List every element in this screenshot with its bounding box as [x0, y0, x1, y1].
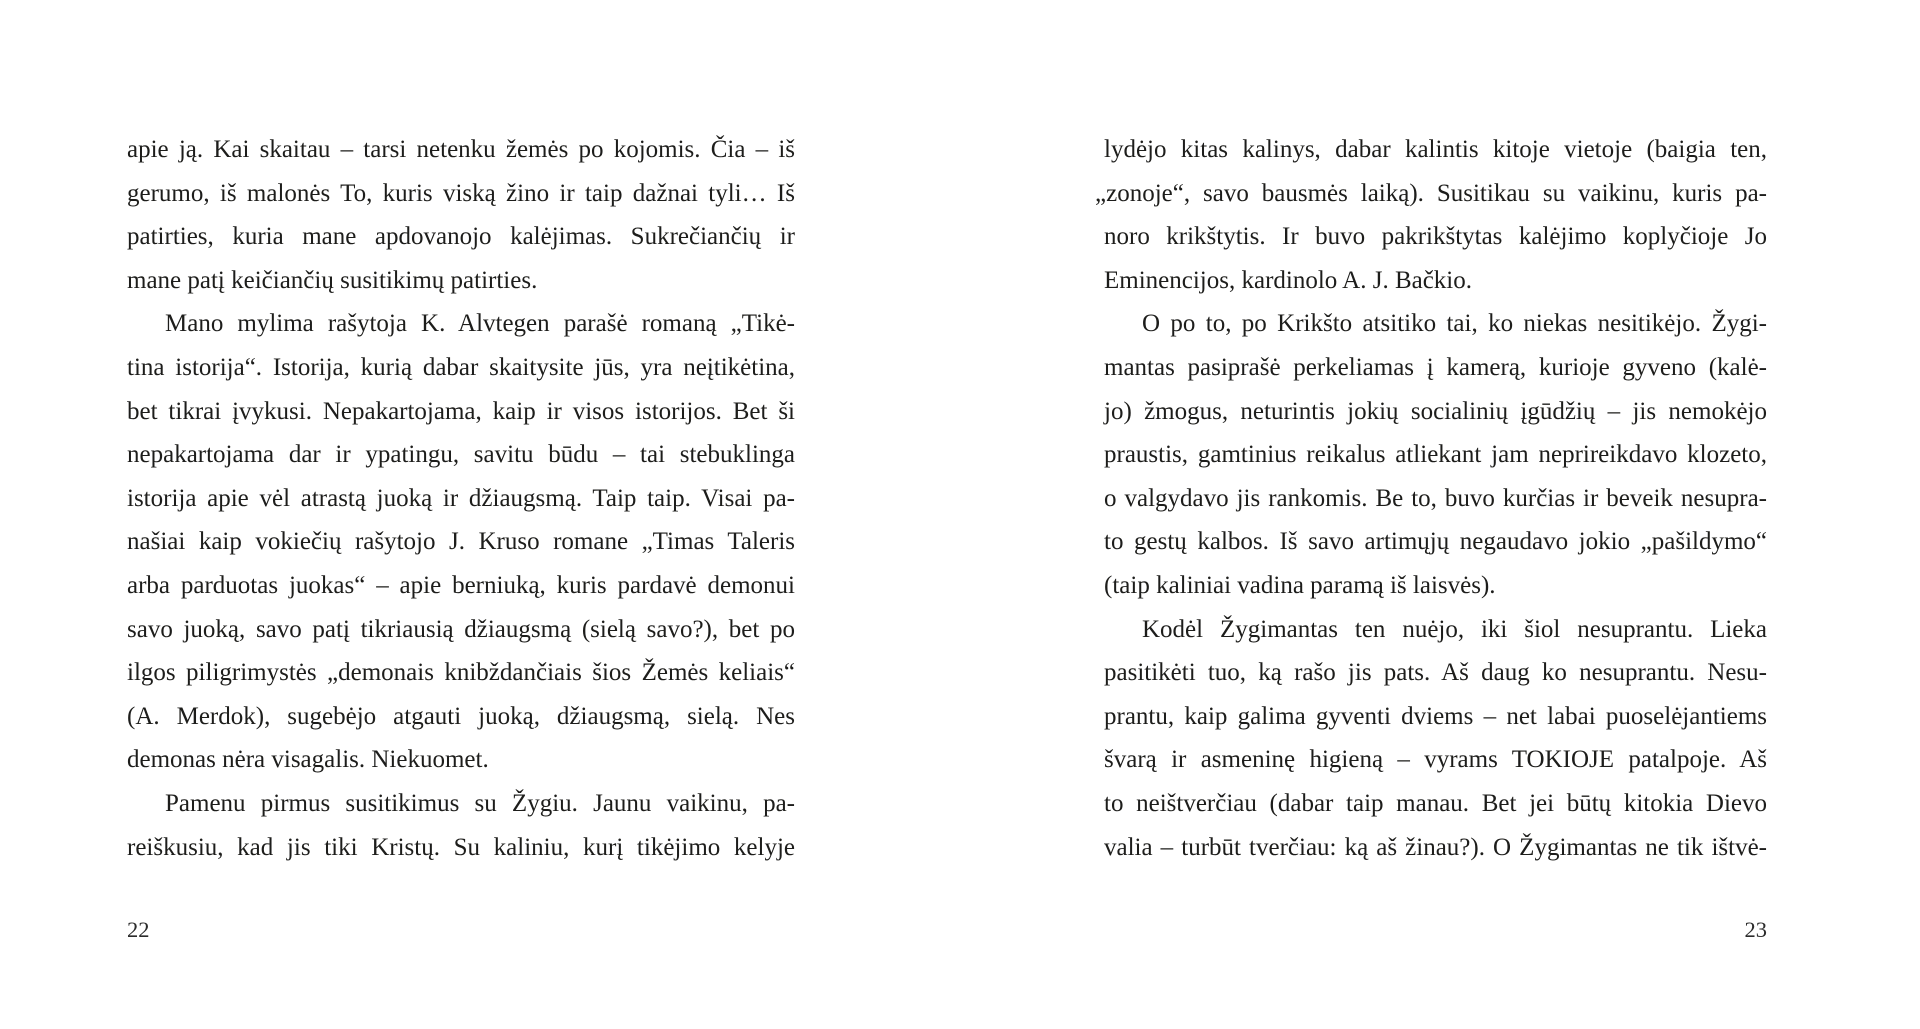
text-line: nepakartojama dar ir ypatingu, savitu būdu – tai stebuklinga	[127, 441, 795, 469]
text-line: (taip kaliniai vadina paramą iš laisvės).	[1104, 571, 1496, 599]
text-line: to gestų kalbos. Iš savo artimųjų negaudavo jokio „pašildymo“	[1104, 528, 1767, 556]
text-line: prantu, kaip galima gyventi dviems – net labai puoselėjantiems	[1104, 702, 1767, 730]
text-line: mantas pasiprašė perkeliamas į kamerą, kurioje gyveno (kalė-	[1104, 353, 1767, 381]
text-line: mane patį keičiančių susitikimų patirties.	[127, 266, 538, 294]
text-line: Pamenu pirmus susitikimus su Žygiu. Jaunu vaikinu, pa-	[165, 789, 795, 817]
text-line: o valgydavo jis rankomis. Be to, buvo kurčias ir beveik nesupra-	[1104, 484, 1767, 512]
text-line: istorija apie vėl atrastą juoką ir džiaugsmą. Taip taip. Visai pa-	[127, 484, 795, 512]
page-right-text-block	[1095, 128, 1767, 869]
text-line: pasitikėti tuo, ką rašo jis pats. Aš daug ko nesuprantu. Nesu-	[1104, 659, 1767, 687]
page-number-left: 22	[127, 917, 150, 942]
text-line: (A. Merdok), sugebėjo atgauti juoką, džiaugsmą, sielą. Nes	[127, 702, 795, 730]
text-line: noro krikštytis. Ir buvo pakrikštytas kalėjimo koplyčioje Jo	[1104, 223, 1767, 251]
text-line: bet tikrai įvykusi. Nepakartojama, kaip ir visos istorijos. Bet ši	[127, 397, 795, 425]
text-line: „zonoje“, savo bausmės laiką). Susitikau su vaikinu, kuris pa-	[1095, 179, 1767, 207]
text-line: tina istorija“. Istorija, kurią dabar skaitysite jūs, yra neįtikėtina,	[127, 353, 795, 381]
text-line: praustis, gamtinius reikalus atliekant jam neprireikdavo klozeto,	[1104, 441, 1767, 469]
page-left-text-block	[127, 128, 795, 869]
text-line: gerumo, iš malonės To, kuris viską žino ir taip dažnai tyli… Iš	[127, 179, 795, 207]
page-number-right: 23	[1744, 917, 1767, 942]
text-line: arba parduotas juokas“ – apie berniuką, kuris pardavė demonui	[127, 571, 795, 599]
text-line: apie ją. Kai skaitau – tarsi netenku žemės po kojomis. Čia – iš	[127, 136, 795, 163]
text-line: valia – turbūt tverčiau: ką aš žinau?). O Žygimantas ne tik ištvė-	[1104, 833, 1767, 861]
text-line: savo juoką, savo patį tikriausią džiaugsmą (sielą savo?), bet po	[127, 615, 795, 643]
text-line: O po to, po Krikšto atsitiko tai, ko niekas nesitikėjo. Žygi-	[1142, 310, 1767, 338]
text-line: reiškusiu, kad jis tiki Kristų. Su kaliniu, kurį tikėjimo kelyje	[127, 833, 795, 861]
text-line: lydėjo kitas kalinys, dabar kalintis kitoje vietoje (baigia ten,	[1104, 136, 1767, 163]
text-line: Kodėl Žygimantas ten nuėjo, iki šiol nesuprantu. Lieka	[1142, 615, 1767, 643]
text-line: našiai kaip vokiečių rašytojo J. Kruso romane „Timas Taleris	[127, 528, 795, 556]
text-line: patirties, kuria mane apdovanojo kalėjimas. Sukrečiančių ir	[127, 223, 795, 251]
text-line: demonas nėra visagalis. Niekuomet.	[127, 746, 489, 774]
text-line: ilgos piligrimystės „demonais knibždančiais šios Žemės keliais“	[127, 659, 795, 687]
text-line: Mano mylima rašytoja K. Alvtegen parašė romaną „Tikė-	[165, 310, 795, 338]
text-line: to neištverčiau (dabar taip manau. Bet jei būtų kitokia Dievo	[1104, 789, 1767, 817]
text-line: jo) žmogus, neturintis jokių socialinių įgūdžių – jis nemokėjo	[1104, 397, 1767, 425]
text-line: Eminencijos, kardinolo A. J. Bačkio.	[1104, 266, 1473, 294]
text-line: švarą ir asmeninę higieną – vyrams TOKIOJE patalpoje. Aš	[1104, 746, 1767, 774]
